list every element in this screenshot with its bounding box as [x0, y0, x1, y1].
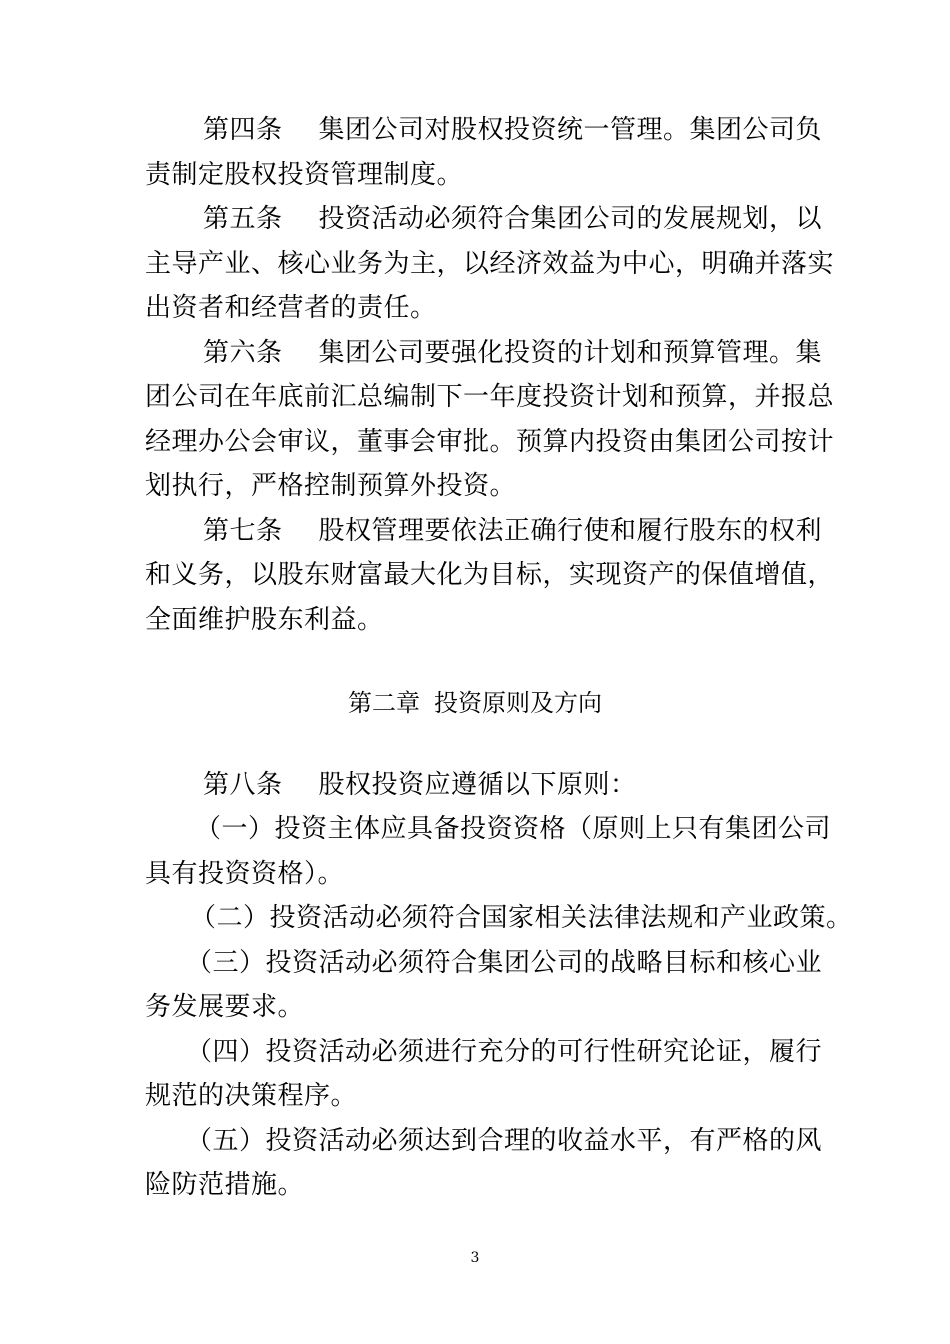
article-7-label: 第七条 — [203, 516, 283, 546]
article-4-label: 第四条 — [203, 115, 283, 145]
article-5-label: 第五条 — [203, 204, 283, 234]
principle-5-line-1: （五）投资活动必须达到合理的收益水平，有严格的风 — [186, 1126, 823, 1156]
article-7-line-3: 全面维护股东利益。 — [145, 605, 384, 635]
article-4-line-2: 责制定股权投资管理制度。 — [145, 160, 464, 190]
article-6-line-4: 划执行，严格控制预算外投资。 — [145, 471, 517, 501]
principle-2-line-1: （二）投资活动必须符合国家相关法律法规和产业政策。 — [190, 903, 853, 933]
article-6-line-1 — [203, 336, 822, 370]
article-5-line-1 — [203, 202, 822, 236]
article-4-line-1 — [203, 113, 822, 147]
article-7-text-1: 股权管理要依法正确行使和履行股东的权利 — [318, 516, 823, 546]
chapter-heading — [0, 686, 950, 720]
chapter-number: 第二章 — [348, 689, 420, 717]
article-5-line-2: 主导产业、核心业务为主，以经济效益为中心，明确并落实 — [145, 249, 835, 279]
article-4-text-1: 集团公司对股权投资统一管理。集团公司负 — [318, 115, 823, 145]
article-5-line-3: 出资者和经营者的责任。 — [145, 293, 437, 323]
principle-4-line-1: （四）投资活动必须进行充分的可行性研究论证，履行 — [186, 1037, 823, 1067]
article-6-label: 第六条 — [203, 338, 283, 368]
principle-3-line-1: （三）投资活动必须符合集团公司的战略目标和核心业 — [186, 948, 823, 978]
article-6-line-2: 团公司在年底前汇总编制下一年度投资计划和预算，并报总 — [145, 382, 835, 412]
article-7-line-1 — [203, 514, 822, 548]
principle-4-line-2: 规范的决策程序。 — [145, 1081, 358, 1111]
chapter-title: 投资原则及方向 — [434, 689, 602, 717]
article-6-line-3: 经理办公会审议，董事会审批。预算内投资由集团公司按计 — [145, 427, 835, 457]
page-number: 3 — [470, 1250, 480, 1266]
article-7-line-2: 和义务，以股东财富最大化为目标，实现资产的保值增值， — [145, 560, 835, 590]
principle-5-line-2: 险防范措施。 — [145, 1170, 305, 1200]
article-8-label: 第八条 — [203, 770, 283, 800]
article-5-text-1: 投资活动必须符合集团公司的发展规划，以 — [318, 204, 823, 234]
article-8-line-1 — [203, 768, 637, 802]
principle-3-line-2: 务发展要求。 — [145, 992, 305, 1022]
principle-1-line-1: （一）投资主体应具备投资资格（原则上只有集团公司 — [195, 814, 832, 844]
article-8-text-1: 股权投资应遵循以下原则： — [318, 770, 637, 800]
principle-1-line-2: 具有投资资格）。 — [145, 859, 345, 889]
article-6-text-1: 集团公司要强化投资的计划和预算管理。集 — [318, 338, 823, 368]
